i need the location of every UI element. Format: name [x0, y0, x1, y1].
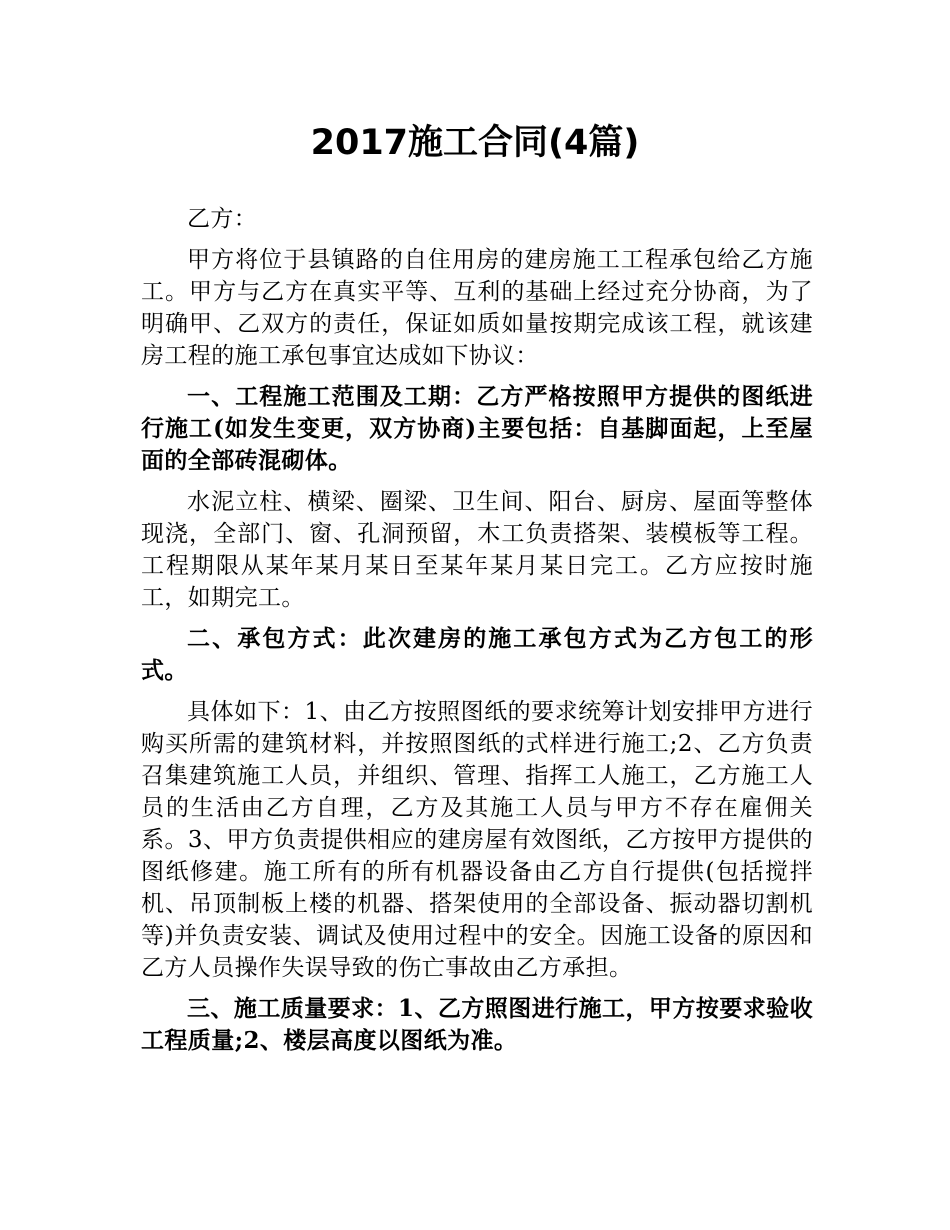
- section-heading-contract-method: 二、承包方式：此次建房的施工承包方式为乙方包工的形式。: [141, 625, 813, 684]
- paragraph-party-b: 乙方：: [187, 206, 258, 232]
- document-body: [141, 203, 813, 1066]
- paragraph-scope-details: 水泥立柱、横梁、圈梁、卫生间、阳台、厨房、屋面等整体现浇，全部门、窗、孔洞预留，木工负责搭架、装模板等工程。工程期限从某年某月某日至某年某月某日完工。乙方应按时施工，如期完工。: [141, 489, 813, 611]
- document-title: 2017施工合同(4篇): [310, 123, 640, 163]
- section-heading-scope: 一、工程施工范围及工期：乙方严格按照甲方提供的图纸进行施工(如发生变更，双方协商)主要包括：自基脚面起，上至屋面的全部砖混砌体。: [141, 383, 813, 474]
- paragraph-intro: 甲方将位于县镇路的自住用房的建房施工工程承包给乙方施工。甲方与乙方在真实平等、互利的基础上经过充分协商，为了明确甲、乙双方的责任，保证如质如量按期完成该工程，就该建房工程的施工承包事宜达成如下协议：: [141, 247, 813, 369]
- section-heading-quality: 三、施工质量要求：1、乙方照图进行施工，甲方按要求验收工程质量;2、楼层高度以图纸为准。: [141, 995, 813, 1054]
- paragraph-contract-details: 具体如下：1、由乙方按照图纸的要求统筹计划安排甲方进行购买所需的建筑材料，并按照图纸的式样进行施工;2、乙方负责召集建筑施工人员，并组织、管理、指挥工人施工，乙方施工人员的生活由乙方自理，乙方及其施工人员与甲方不存在雇佣关系。3、甲方负责提供相应的建房屋有效图纸，乙方按甲方提供的图纸修建。施工所有的所有机器设备由乙方自行提供(包括搅拌机、吊顶制板上楼的机器、搭架使用的全部设备、振动器切割机等)并负责安装、调试及使用过程中的安全。因施工设备的原因和乙方人员操作失误导致的伤亡事故由乙方承担。: [141, 699, 813, 981]
